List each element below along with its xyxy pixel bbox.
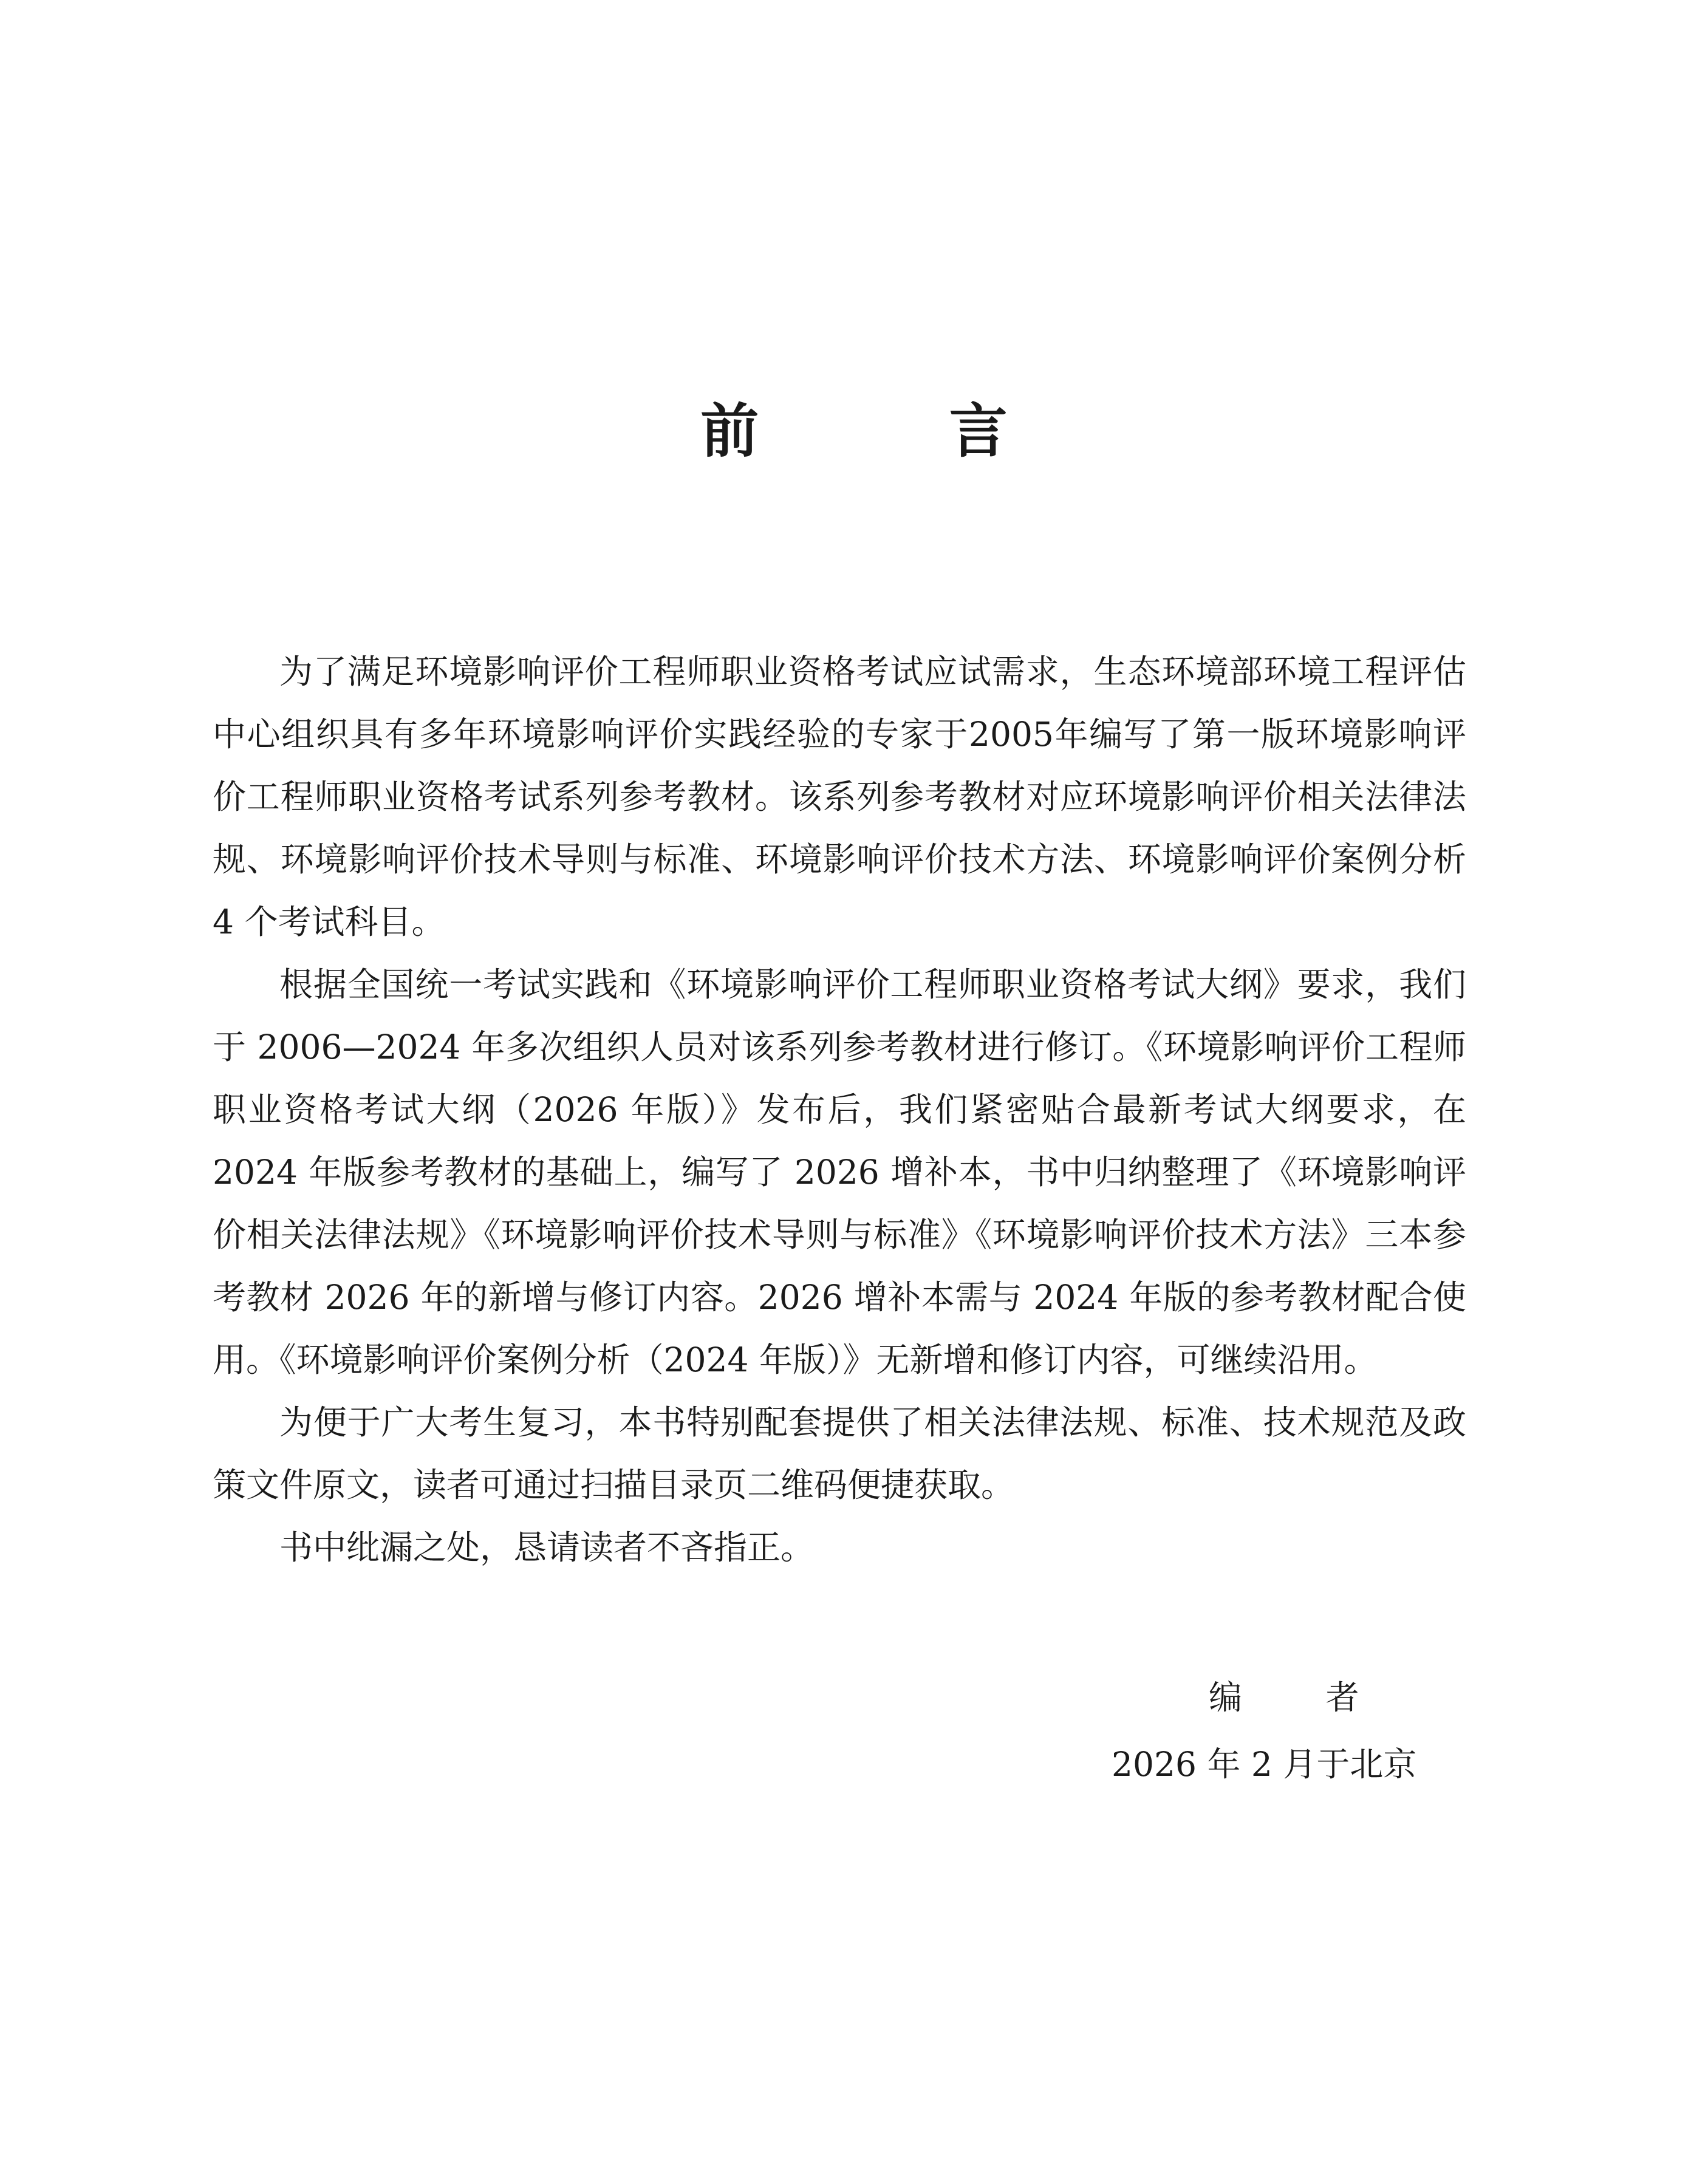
signature-editor: 编 者 <box>1209 1678 1396 1717</box>
preface-body <box>213 641 1466 1579</box>
paragraph: 书中纰漏之处，恳请读者不吝指正。 <box>279 1528 815 1567</box>
paragraph: 根据全国统一考试实践和《环境影响评价工程师职业资格考试大纲》要求，我们于 2006—2024 年多次组织人员对该系列参考教材进行修订。《环境影响评价工程师职业资格考试大纲（2026 年版）》发布后，我们紧密贴合最新考试大纲要求，在 2024 年版参考教材的基础上，编写了 2026 增补本，书中归纳整理了《环境影响评价相关法律法规》《环境影响评价技术导则与标准》《环境影响评价技术方法》三本参考教材 2026 年的新增与修订内容。2026 增补本需与 2024 年版的参考教材配合使用。《环境影响评价案例分析（2024 年版）》无新增和修订内容，可继续沿用。 <box>213 965 1466 1379</box>
paragraph: 为便于广大考生复习，本书特别配套提供了相关法律法规、标准、技术规范及政策文件原文，读者可通过扫描目录页二维码便捷获取。 <box>213 1403 1466 1504</box>
paragraph: 为了满足环境影响评价工程师职业资格考试应试需求，生态环境部环境工程评估中心组织具有多年环境影响评价实践经验的专家于2005年编写了第一版环境影响评价工程师职业资格考试系列参考教材。该系列参考教材对应环境影响评价相关法律法规、环境影响评价技术导则与标准、环境影响评价技术方法、环境影响评价案例分析 4 个考试科目。 <box>213 652 1466 941</box>
signature-date: 2026 年 2 月于北京 <box>1112 1745 1417 1784</box>
page-title: 前 言 <box>700 397 1093 465</box>
